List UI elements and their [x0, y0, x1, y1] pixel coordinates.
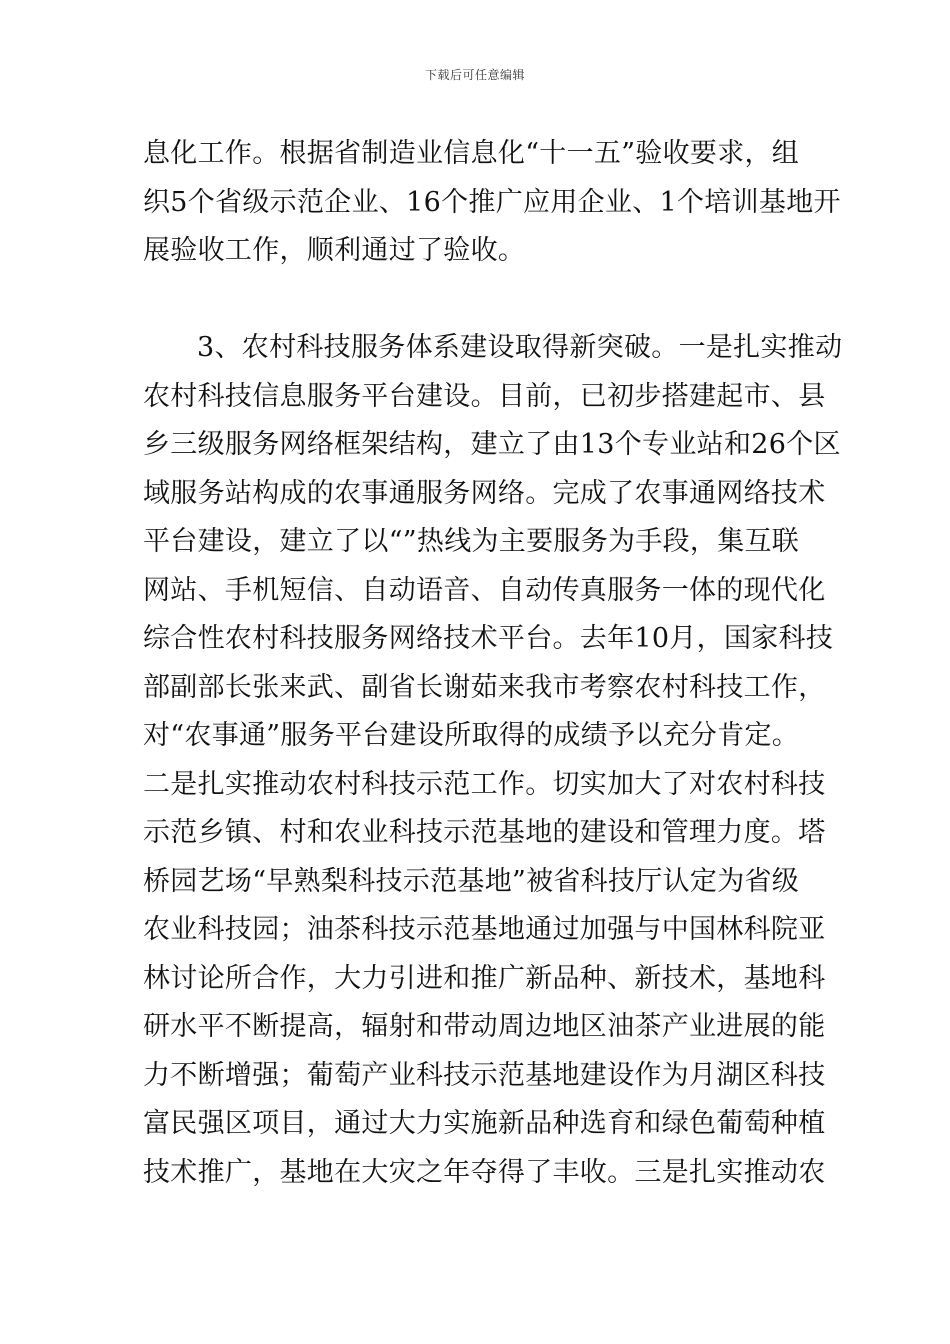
text-line: 域服务站构成的农事通服务网络。完成了农事通网络技术 [143, 477, 826, 509]
text-line: 乡三级服务网络框架结构，建立了由13个专业站和26个区 [143, 429, 841, 460]
text-line: 农业科技园；油茶科技示范基地通过加强与中国林科院亚 [143, 914, 826, 945]
text-line: 桥园艺场“早熟梨科技示范基地”被省科技厅认定为省级 [143, 865, 800, 897]
text-line: 二是扎实推动农村科技示范工作。切实加大了对农村科技 [143, 768, 826, 800]
text-line: 部副部长张来武、副省长谢茹来我市考察农村科技工作， [143, 671, 826, 703]
text-line: 富民强区项目，通过大力实施新品种选育和绿色葡萄种植 [143, 1108, 826, 1139]
text-line: 技术推广，基地在大灾之年夺得了丰收。三是扎实推动农 [143, 1156, 826, 1188]
text-line: 织5个省级示范企业、16个推广应用企业、1个培训基地开 [143, 186, 841, 218]
text-line: 力不断增强；葡萄产业科技示范基地建设作为月湖区科技 [143, 1059, 826, 1091]
page-header: 下载后可任意编辑 [424, 68, 525, 82]
text-line: 综合性农村科技服务网络技术平台。去年10月，国家科技 [143, 623, 834, 654]
text-line: 息化工作。根据省制造业信息化“十一五”验收要求，组 [143, 138, 800, 169]
text-line: 平台建设，建立了以“”热线为主要服务为手段，集互联 [143, 526, 800, 557]
text-line: 农村科技信息服务平台建设。目前，已初步搭建起市、县 [143, 380, 826, 412]
text-line: 3、农村科技服务体系建设取得新突破。一是扎实推动 [197, 332, 843, 363]
text-line: 林讨论所合作，大力引进和推广新品种、新技术，基地科 [143, 962, 826, 994]
paragraph-1 [143, 130, 841, 276]
paragraph-2 [143, 324, 843, 1197]
text-line: 对“农事通”服务平台建设所取得的成绩予以充分肯定。 [143, 720, 800, 751]
text-line: 研水平不断提高，辐射和带动周边地区油茶产业进展的能 [143, 1011, 826, 1042]
text-line: 展验收工作，顺利通过了验收。 [143, 235, 526, 266]
text-line: 网站、手机短信、自动语音、自动传真服务一体的现代化 [143, 574, 826, 606]
text-line: 示范乡镇、村和农业科技示范基地的建设和管理力度。塔 [143, 817, 826, 848]
